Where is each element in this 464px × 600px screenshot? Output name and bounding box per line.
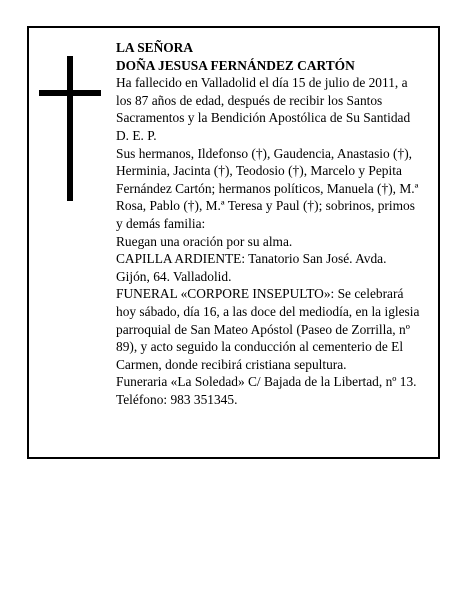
chapel-info: CAPILLA ARDIENTE: Tanatorio San José. Avda. Gijón, 64. Valladolid. (116, 251, 387, 284)
family-list: Sus hermanos, Ildefonso (†), Gaudencia, Anastasio (†), Herminia, Jacinta (†), Teodosio (†), Marcelo y Pepita Fernández Cartón; hermanos políticos, Manuela (†), M.ª Rosa, Pablo (†), M.ª Teresa y Paul (†); sobrinos, primos y demás familia: (116, 145, 419, 231)
notice-text (116, 39, 422, 408)
prayer-request: Ruegan una oración por su alma. (116, 233, 293, 249)
cross-vertical-bar (67, 56, 73, 201)
deceased-name: DOÑA JESUSA FERNÁNDEZ CARTÓN (116, 57, 355, 73)
cross-horizontal-bar (39, 90, 101, 96)
latin-cross-icon (39, 56, 103, 201)
funeral-info: FUNERAL «CORPORE INSEPULTO»: Se celebrará hoy sábado, día 16, a las doce del mediodía, en la iglesia parroquial de San Mateo Apóstol (Paseo de Zorrilla, nº 89), y acto seguido la conducción al cementerio de El Carmen, donde recibirá cristiana sepultura. (116, 286, 420, 372)
death-announcement: Ha fallecido en Valladolid el día 15 de julio de 2011, a los 87 años de edad, después de recibir los Santos Sacramentos y la Bendición Apostólica de Su Santidad D. E. P. (116, 75, 411, 143)
notice-title: LA SEÑORA (116, 40, 194, 55)
obituary-notice (27, 26, 440, 459)
funeral-home-info: Funeraria «La Soledad» C/ Bajada de la Libertad, nº 13. Teléfono: 983 351345. (116, 374, 417, 407)
